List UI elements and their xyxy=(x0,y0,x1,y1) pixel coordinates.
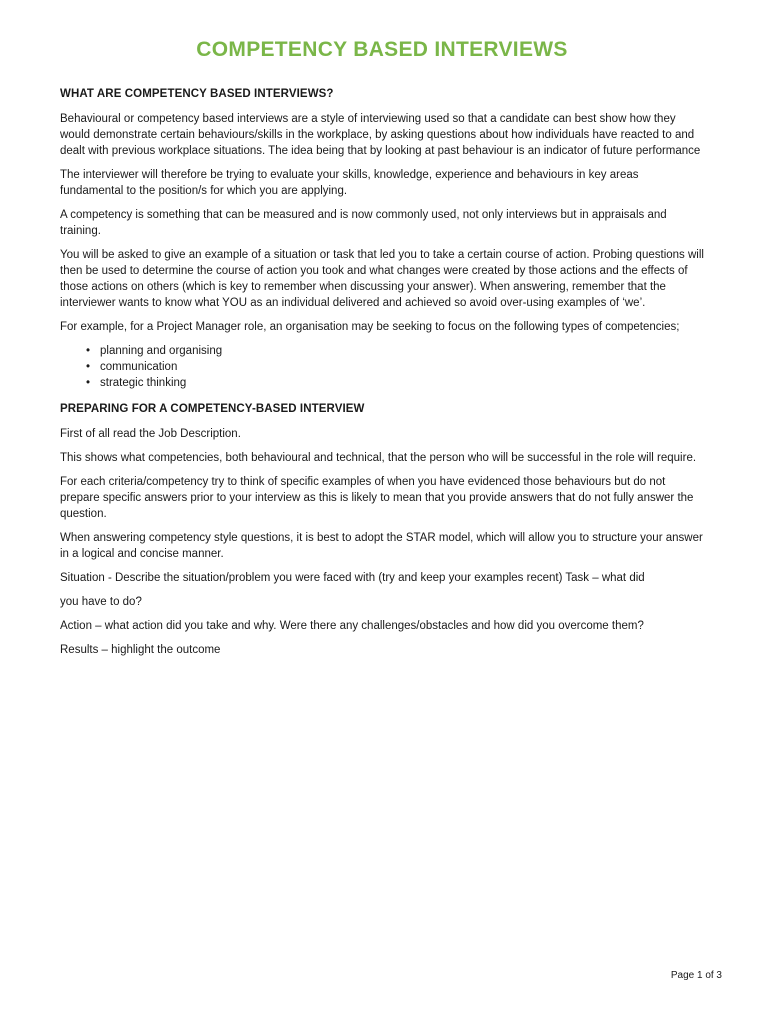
section-heading-what-are: WHAT ARE COMPETENCY BASED INTERVIEWS? xyxy=(60,88,334,100)
paragraph-results: Results – highlight the outcome xyxy=(60,644,221,656)
document-title: COMPETENCY BASED INTERVIEWS xyxy=(196,38,568,61)
paragraph-specific-examples: For each criteria/competency try to think of specific examples of when you have evidenced those behaviours but do not prepare specific answers prior to your interview as this is likely to mean that you provide answers that do not fully answer the question. xyxy=(60,476,694,520)
paragraph-situation-task: Situation - Describe the situation/problem you were faced with (try and keep your examples recent) Task – what did xyxy=(60,572,645,584)
paragraph-evaluation: The interviewer will therefore be trying to evaluate your skills, knowledge, experience and behaviours in key areas fundamental to the position/s for which you are applying. xyxy=(60,169,639,197)
paragraph-job-description: First of all read the Job Description. xyxy=(60,428,241,440)
list-item: • communication xyxy=(100,359,704,375)
section-heading-preparing: PREPARING FOR A COMPETENCY-BASED INTERVIEW xyxy=(60,403,365,415)
list-item: • planning and organising xyxy=(100,343,704,359)
competency-list xyxy=(60,343,704,391)
paragraph-competencies-shown: This shows what competencies, both behavioural and technical, that the person who will be successful in the role will require. xyxy=(60,452,697,464)
paragraph-competency: A competency is something that can be measured and is now commonly used, not only interviews but in appraisals and training. xyxy=(60,209,667,237)
paragraph-task-continued: you have to do? xyxy=(60,596,142,608)
paragraph-star-model: When answering competency style questions, it is best to adopt the STAR model, which will allow you to structure your answer in a logical and concise manner. xyxy=(60,532,703,560)
paragraph-definition: Behavioural or competency based interviews are a style of interviewing used so that a candidate can best show how they would demonstrate certain behaviours/skills in the workplace, by asking questions about how individuals have reacted to and dealt with previous workplace situations. The idea being that by looking at past behaviour is an indicator of future performance xyxy=(60,113,701,157)
list-item: • strategic thinking xyxy=(100,375,704,391)
page-number: Page 1 of 3 xyxy=(670,970,722,981)
paragraph-project-manager: For example, for a Project Manager role, an organisation may be seeking to focus on the following types of competencies; xyxy=(60,321,680,333)
paragraph-example-task: You will be asked to give an example of a situation or task that led you to take a certain course of action. Probing questions will then be used to determine the course of action you took and what changes were created by those actions and the effects of those actions on others (which is key to remember when discussing your answer). When answering, remember that the interviewer wants to know what YOU as an individual delivered and achieved so avoid over-using examples of ‘we’. xyxy=(60,249,704,309)
paragraph-action: Action – what action did you take and why. Were there any challenges/obstacles and how did you overcome them? xyxy=(60,620,644,632)
